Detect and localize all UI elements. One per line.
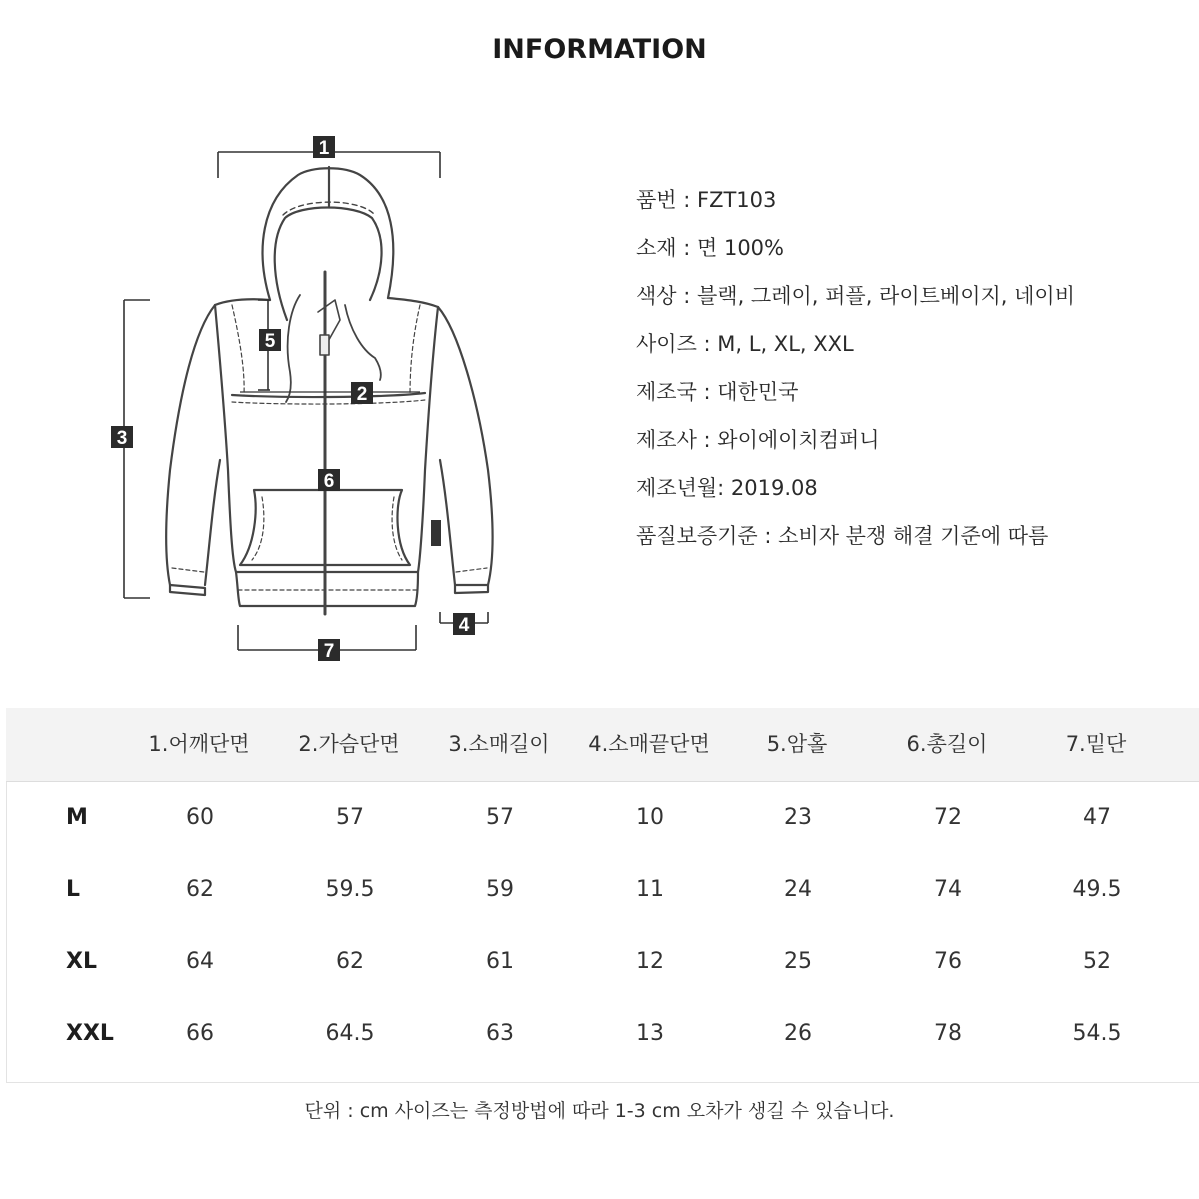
column-header-hem: 7.밑단 (1065, 732, 1127, 756)
table-cell: 62 (336, 949, 364, 974)
table-cell: 76 (934, 949, 962, 974)
table-cell: 11 (636, 877, 664, 902)
size-cell: M (66, 805, 88, 830)
size-table (6, 708, 1199, 1082)
table-cell: 24 (784, 877, 812, 902)
table-cell: 57 (336, 805, 364, 830)
column-header-chest: 2.가슴단면 (298, 732, 400, 756)
table-cell: 25 (784, 949, 812, 974)
table-row (7, 854, 1199, 926)
table-cell: 78 (934, 1021, 962, 1046)
marker-1-label: 1 (318, 138, 330, 159)
info-item-manufacturer: 제조사 : 와이에이치컴퍼니 (636, 428, 880, 452)
table-cell: 13 (636, 1021, 664, 1046)
table-cell: 60 (186, 805, 214, 830)
column-header-shoulder: 1.어깨단면 (148, 732, 250, 756)
size-cell: L (66, 877, 81, 902)
table-cell: 52 (1083, 949, 1111, 974)
table-cell: 66 (186, 1021, 214, 1046)
table-cell: 12 (636, 949, 664, 974)
table-header (6, 708, 1199, 782)
table-cell: 62 (186, 877, 214, 902)
table-cell: 59 (486, 877, 514, 902)
column-header-total-length: 6.총길이 (906, 732, 988, 756)
info-item-material: 소재 : 면 100% (636, 236, 784, 260)
table-cell: 10 (636, 805, 664, 830)
table-body (6, 782, 1199, 1083)
table-row (7, 926, 1199, 998)
marker-5-label: 5 (264, 331, 276, 352)
info-item-warranty: 품질보증기준 : 소비자 분쟁 해결 기준에 따름 (636, 524, 1049, 548)
table-cell: 57 (486, 805, 514, 830)
label-tab (431, 520, 441, 546)
table-cell: 72 (934, 805, 962, 830)
unit-note: 단위 : cm 사이즈는 측정방법에 따라 1-3 cm 오차가 생길 수 있습니다. (304, 1100, 895, 1122)
product-info (636, 183, 1156, 567)
table-cell: 23 (784, 805, 812, 830)
table-row (7, 782, 1199, 854)
column-header-sleeve-length: 3.소매길이 (448, 732, 550, 756)
info-item-colors: 색상 : 블랙, 그레이, 퍼플, 라이트베이지, 네이비 (636, 284, 1075, 308)
table-cell: 26 (784, 1021, 812, 1046)
table-cell: 47 (1083, 805, 1111, 830)
page-title: INFORMATION (492, 34, 707, 65)
size-cell: XXL (66, 1021, 114, 1046)
marker-2-label: 2 (356, 384, 368, 405)
column-header-armhole: 5.암홀 (766, 732, 828, 756)
marker-6-label: 6 (323, 471, 335, 492)
column-header-cuff: 4.소매끝단면 (588, 732, 710, 756)
table-cell: 64.5 (325, 1021, 375, 1046)
marker-3-label: 3 (116, 428, 128, 449)
table-cell: 59.5 (325, 877, 375, 902)
marker-7-label: 7 (323, 641, 335, 662)
table-cell: 64 (186, 949, 214, 974)
size-cell: XL (66, 949, 97, 974)
info-item-country: 제조국 : 대한민국 (636, 380, 799, 404)
info-item-date: 제조년월: 2019.08 (636, 476, 818, 500)
table-cell: 54.5 (1072, 1021, 1122, 1046)
table-cell: 49.5 (1072, 877, 1122, 902)
table-cell: 61 (486, 949, 514, 974)
marker-4-label: 4 (458, 615, 470, 636)
hoodie-diagram (100, 128, 500, 668)
table-cell: 74 (934, 877, 962, 902)
table-row (7, 998, 1199, 1070)
hoodie-illustration (100, 128, 500, 668)
info-item-code: 품번 : FZT103 (636, 188, 777, 212)
table-cell: 63 (486, 1021, 514, 1046)
info-item-sizes: 사이즈 : M, L, XL, XXL (636, 332, 854, 356)
